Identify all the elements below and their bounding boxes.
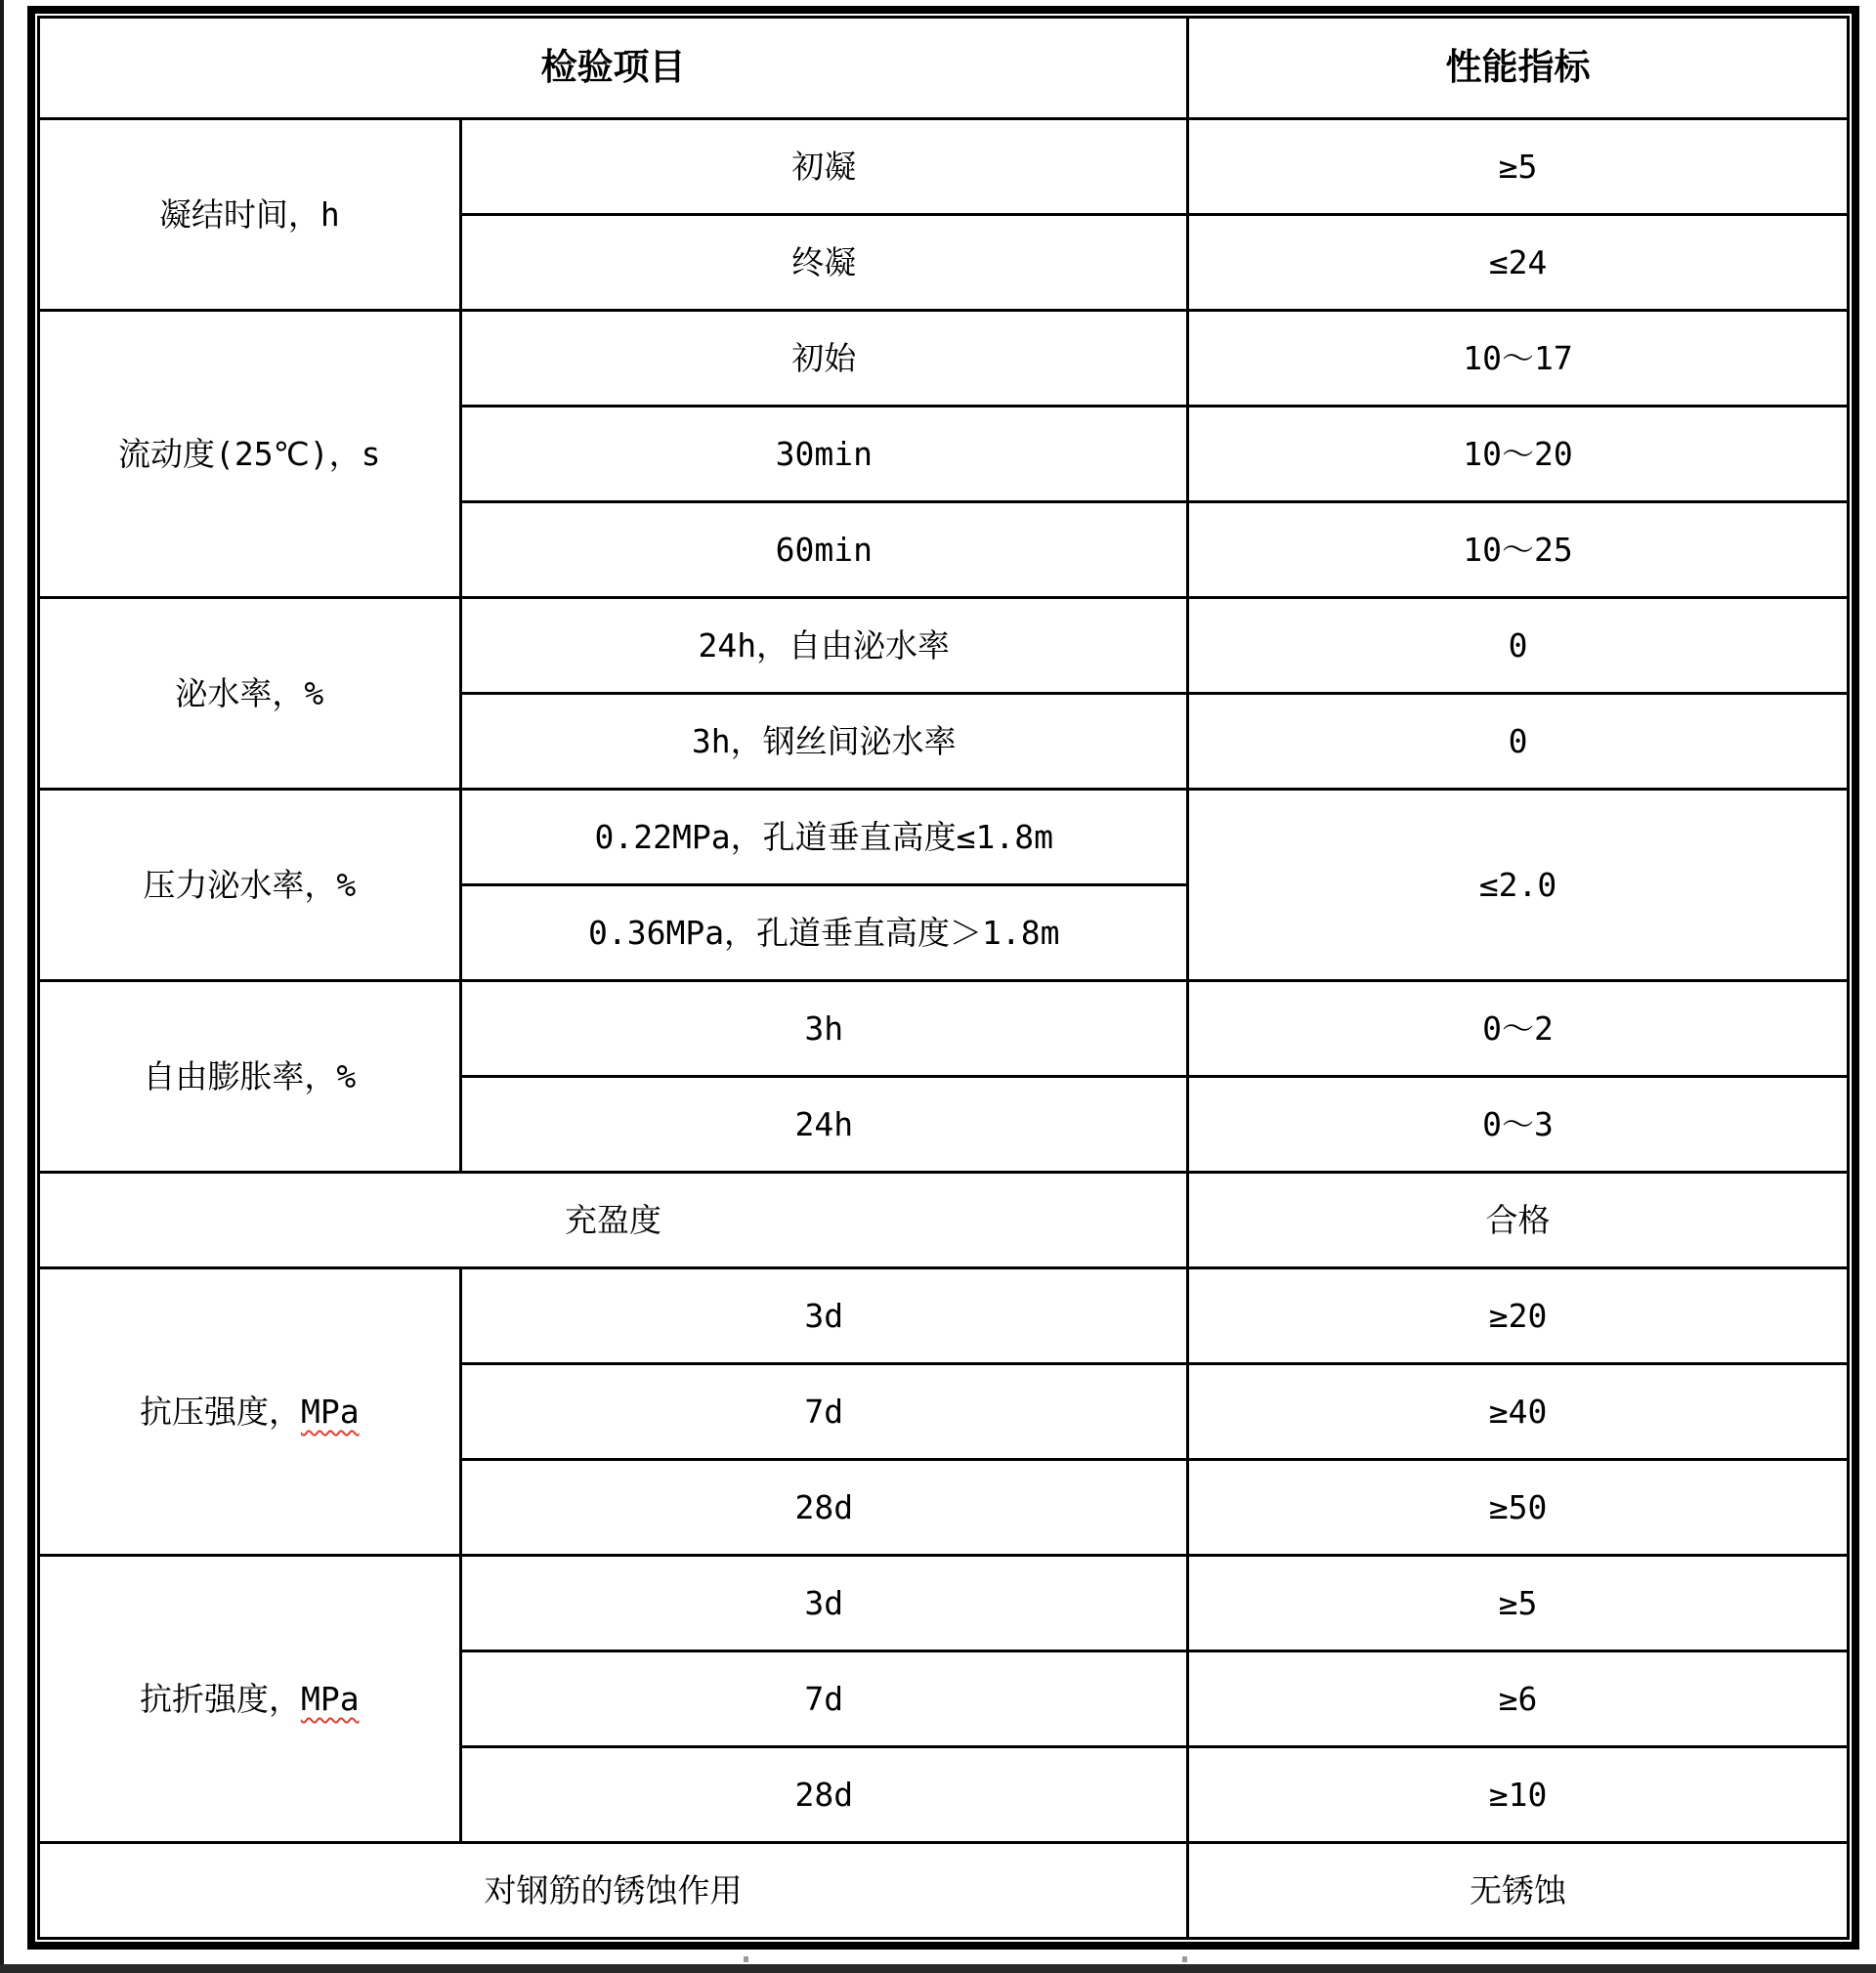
item-cell: 初始 xyxy=(460,311,1188,407)
category-cell-bleeding-rate: 泌水率，% xyxy=(39,598,461,790)
value-cell: 0～3 xyxy=(1188,1077,1849,1173)
item-cell-fullness: 充盈度 xyxy=(39,1173,1188,1268)
category-text: 抗压强度， xyxy=(139,1392,301,1431)
spec-table xyxy=(37,16,1850,1940)
item-cell: 30min xyxy=(460,407,1188,502)
header-cell-inspection-item: 检验项目 xyxy=(39,18,1188,119)
item-cell: 3h，钢丝间泌水率 xyxy=(460,694,1188,790)
table-row xyxy=(39,1268,1849,1364)
table-row xyxy=(39,119,1849,215)
header-cell-performance-index: 性能指标 xyxy=(1188,18,1849,119)
value-cell: ≤24 xyxy=(1188,215,1849,311)
scan-artifact xyxy=(744,1956,748,1962)
value-cell: ≥6 xyxy=(1188,1651,1849,1747)
item-cell: 0.22MPa，孔道垂直高度≤1.8m xyxy=(460,790,1188,885)
value-cell: 0 xyxy=(1188,694,1849,790)
spec-table-frame xyxy=(27,6,1859,1950)
scan-artifact xyxy=(1182,1956,1187,1962)
value-cell: 10～25 xyxy=(1188,502,1849,598)
value-cell: 合格 xyxy=(1188,1173,1849,1268)
category-cell-pressure-bleeding-rate: 压力泌水率，% xyxy=(39,790,461,981)
page-left-edge-line xyxy=(0,0,4,1964)
item-cell: 7d xyxy=(460,1651,1188,1747)
item-cell: 24h xyxy=(460,1077,1188,1173)
item-cell: 初凝 xyxy=(460,119,1188,215)
value-cell: 10～20 xyxy=(1188,407,1849,502)
value-cell: 10～17 xyxy=(1188,311,1849,407)
item-cell: 60min xyxy=(460,502,1188,598)
value-cell: ≥50 xyxy=(1188,1460,1849,1556)
category-cell-free-expansion-rate: 自由膨胀率，% xyxy=(39,981,461,1173)
item-cell: 7d xyxy=(460,1364,1188,1460)
item-cell: 3h xyxy=(460,981,1188,1077)
value-cell: ≥40 xyxy=(1188,1364,1849,1460)
table-row xyxy=(39,598,1849,694)
item-cell: 28d xyxy=(460,1460,1188,1556)
category-cell-compressive-strength xyxy=(39,1268,461,1556)
value-cell: 0 xyxy=(1188,598,1849,694)
value-cell: ≥20 xyxy=(1188,1268,1849,1364)
item-cell: 0.36MPa，孔道垂直高度＞1.8m xyxy=(460,885,1188,981)
value-cell: ≥5 xyxy=(1188,119,1849,215)
value-cell: ≥5 xyxy=(1188,1556,1849,1651)
item-cell: 24h，自由泌水率 xyxy=(460,598,1188,694)
item-cell: 3d xyxy=(460,1556,1188,1651)
header-row xyxy=(39,18,1849,119)
value-cell-merged: ≤2.0 xyxy=(1188,790,1849,981)
category-cell-setting-time: 凝结时间，h xyxy=(39,119,461,311)
item-cell-corrosion-effect: 对钢筋的锈蚀作用 xyxy=(39,1843,1188,1939)
category-cell-fluidity: 流动度(25℃)，s xyxy=(39,311,461,598)
category-text: 抗折强度， xyxy=(139,1679,301,1718)
table-row xyxy=(39,1173,1849,1268)
table-row xyxy=(39,790,1849,885)
table-row xyxy=(39,311,1849,407)
table-row xyxy=(39,1556,1849,1651)
item-cell: 终凝 xyxy=(460,215,1188,311)
bottom-dark-bar xyxy=(0,1964,1876,1973)
spellcheck-squiggle-text: MPa xyxy=(300,1679,360,1718)
table-row xyxy=(39,1843,1849,1939)
value-cell: 无锈蚀 xyxy=(1188,1843,1849,1939)
spellcheck-squiggle-text: MPa xyxy=(300,1392,360,1431)
item-cell: 3d xyxy=(460,1268,1188,1364)
table-row xyxy=(39,981,1849,1077)
item-cell: 28d xyxy=(460,1747,1188,1843)
value-cell: ≥10 xyxy=(1188,1747,1849,1843)
category-cell-flexural-strength xyxy=(39,1556,461,1843)
value-cell: 0～2 xyxy=(1188,981,1849,1077)
